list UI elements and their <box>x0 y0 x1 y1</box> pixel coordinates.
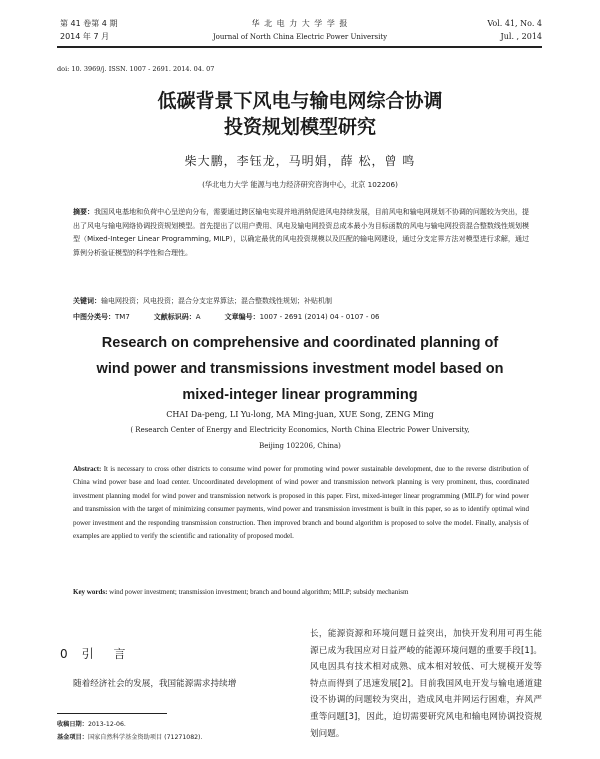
keywords-zh-text: 输电网投资；风电投资；混合分支定界算法；混合整数线性规划；补贴机制 <box>101 297 332 305</box>
header-vol-en: Vol. 41, No. 4 <box>487 19 542 28</box>
authors-zh: 柴大鹏，李钰龙，马明娟，薛 松，曾 鸣 <box>184 154 416 168</box>
affiliation-en-line1: ( Research Center of Energy and Electricity Economics, North China Electric Power University, <box>130 426 470 434</box>
keywords-en <box>73 586 529 599</box>
clc-label: 中图分类号： <box>73 313 115 321</box>
header-journal-en: Journal of North China Electric Power University <box>212 33 388 41</box>
title-en-line1: Research on comprehensive and coordinated planning of <box>101 335 499 351</box>
title-zh-line2: 投资规划模型研究 <box>223 116 376 138</box>
title-en-line2: wind power and transmissions investment model based on <box>96 361 504 377</box>
fund-text: 国家自然科学基金资助项目 (71271082). <box>87 734 203 741</box>
header-date: 2014 年 7 月 <box>60 32 110 41</box>
abstract-en <box>73 463 529 543</box>
abstract-en-label: Abstract: <box>73 465 102 473</box>
title-zh-line1: 低碳背景下风电与输电网综合协调 <box>157 90 443 112</box>
authors-en: CHAI Da-peng, LI Yu-long, MA Ming-juan, XUE Song, ZENG Ming <box>166 410 434 419</box>
article-no-value: 1007 - 2691 (2014) 04 - 0107 - 06 <box>259 313 380 321</box>
doc-code-value: A <box>195 313 201 321</box>
abstract-en-text: It is necessary to cross other districts to consume wind power for promoting wind power sustainable development, due to the reverse distribution of China wind power base and load center. Uncoordinated development of wind power and transmission network planning is very prominent, thus, coordinated investment planning model for wind power and transmission network is proposed in this paper. First, mixed-integer linear programming (MILP) for wind power and transmission with the target of minimizing consumer payments, wind power and transmission investment is built in this paper, so as to identify optimal wind power investment and the responding transmission construction. Then improved branch and bound algorithm is proposed to solve the model. Finally, analysis of examples are applied to verify the scientific and rationality of proposed model. <box>73 465 529 541</box>
header-journal-zh: 华 北 电 力 大 学 学 报 <box>251 19 349 28</box>
footnote-received <box>57 719 126 730</box>
doc-code-label: 文献标识码： <box>153 313 196 321</box>
header-date-en: Jul. , 2014 <box>500 32 542 41</box>
fund-label: 基金项目： <box>57 734 88 741</box>
header-rule <box>57 46 542 48</box>
footnote-rule <box>57 713 167 714</box>
abstract-zh <box>73 206 529 260</box>
section-number: 0 <box>60 647 76 661</box>
received-date: 2013-12-06. <box>87 721 126 728</box>
intro-left-text: 随着经济社会的发展，我国能源需求持续增 <box>73 679 237 689</box>
intro-right-text: 长，能源资源和环境问题日益突出，加快开发利用可再生能源已成为我国应对日益严峻的能源环境问题的重要手段[1]。风电因具有技术相对成熟、成本相对较低、可大规模开发等特点而得到了迅速发展[2]。目前我国风电开发与输电通道建设不协调的问题较为突出，造成风电并网运行困难，弃风严重等问题[3]，因此，迫切需要研究风电和输电网协调投资规划问题。 <box>310 629 542 739</box>
section-title: 引 言 <box>81 647 134 661</box>
header-volume: 第 41 卷第 4 期 <box>60 19 118 28</box>
keywords-zh <box>73 295 529 309</box>
clc-value: TM7 <box>115 313 130 321</box>
classification-line <box>73 311 529 325</box>
affiliation-zh: (华北电力大学 能源与电力经济研究咨询中心，北京 102206) <box>202 180 398 189</box>
doi: doi: 10. 3969/j. ISSN. 1007 - 2691. 2014. 04. 07 <box>57 65 215 73</box>
received-label: 收稿日期： <box>57 721 88 728</box>
title-en-line3: mixed-integer linear programming <box>182 387 418 403</box>
section-heading <box>60 645 133 662</box>
keywords-en-text: wind power investment; transmission investment; branch and bound algorithm; MILP; subsidy mechanism <box>107 588 409 596</box>
affiliation-en-line2: Beijing 102206, China) <box>259 442 341 450</box>
keywords-zh-label: 关键词： <box>73 297 101 305</box>
footnote-fund <box>57 732 202 743</box>
article-no-label: 文章编号： <box>224 313 260 321</box>
abstract-zh-label: 摘要： <box>73 208 95 216</box>
abstract-zh-text: 我国风电基地和负荷中心呈逆向分布，需要通过跨区输电实现并地消纳促进风电持续发展，目前风电和输电网规划不协调的问题较为突出，提出了风电与输电网络协调投资规划模型。首先提出了以用户费用、风电及输电网投资总成本最小为目标函数的风电与输电网投资混合整数线性规划模型（Mixed-Integer Linear Programming, MILP），以确定最优的风电投资规模以及匹配的输电网建设，通过分支定界方法对模型进行求解，通过算例分析验证模型的科学性和合理性。 <box>73 208 529 257</box>
keywords-en-label: Key words: <box>73 588 108 596</box>
